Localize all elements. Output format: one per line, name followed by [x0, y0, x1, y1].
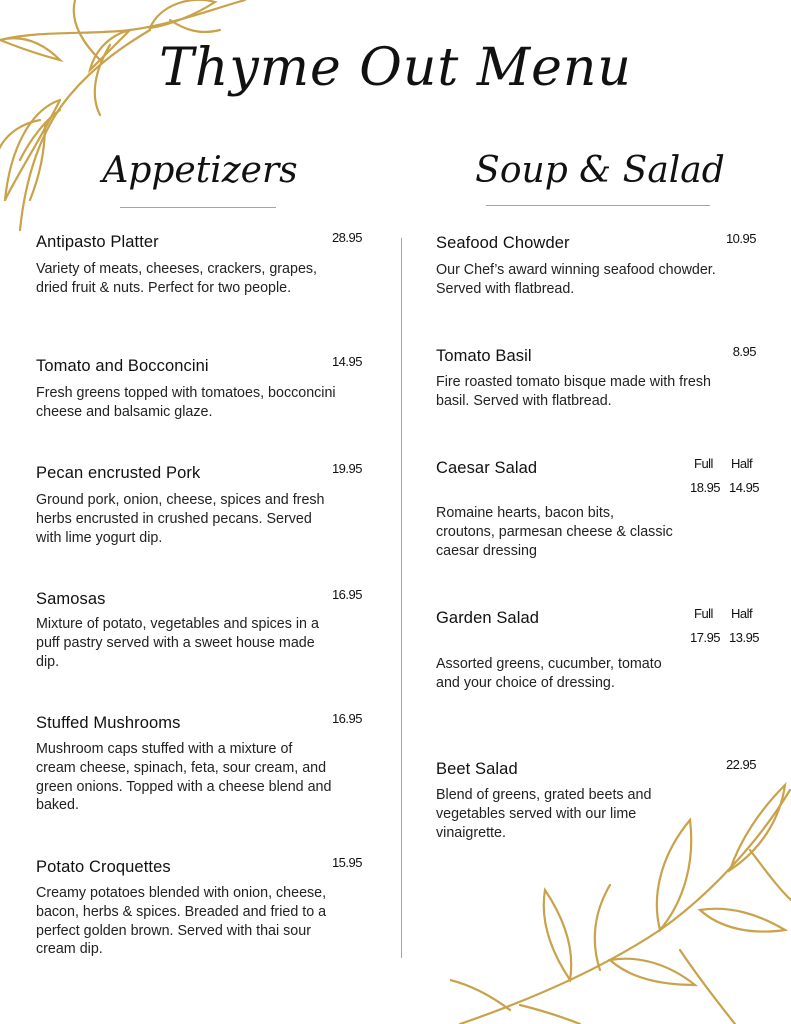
appetizers-heading: Appetizers	[102, 150, 298, 191]
item-description: Fresh greens topped with tomatoes, bocconcini cheese and balsamic glaze.	[36, 385, 336, 420]
item-description: Blend of greens, grated beets and vegetables served with our lime vinaigrette.	[436, 787, 652, 841]
soup-salad-heading-rule	[486, 205, 710, 206]
full-price: 17.95	[690, 630, 721, 645]
item-description: Our Chef’s award winning seafood chowder. Served with flatbread.	[436, 262, 716, 297]
item-name: Caesar Salad	[436, 459, 538, 477]
item-price: 28.95	[331, 230, 362, 245]
item-name: Beet Salad	[436, 760, 518, 778]
item-description: Ground pork, onion, cheese, spices and fresh herbs encrusted in crushed pecans. Served with lime yogurt dip.	[36, 492, 325, 546]
leaf-decoration-top-left	[0, 0, 250, 235]
item-description: Romaine hearts, bacon bits, croutons, parmesan cheese & classic caesar dressing	[436, 505, 673, 559]
item-price: 22.95	[725, 757, 756, 772]
item-description: Assorted greens, cucumber, tomato and your choice of dressing.	[436, 656, 662, 691]
half-label: Half	[731, 456, 753, 471]
item-description: Mushroom caps stuffed with a mixture of cream cheese, spinach, feta, sour cream, and green onions. Topped with a cheese blend and baked.	[36, 741, 332, 814]
item-price: 16.95	[331, 711, 362, 726]
menu-title: Thyme Out Menu	[159, 38, 632, 98]
item-description: Fire roasted tomato bisque made with fresh basil. Served with flatbread.	[436, 374, 711, 409]
item-description: Mixture of potato, vegetables and spices in a puff pastry served with a sweet house made dip.	[36, 616, 319, 670]
price-grid	[686, 456, 760, 496]
item-name: Tomato and Bocconcini	[36, 357, 209, 375]
item-price: 8.95	[732, 344, 756, 359]
full-label: Full	[694, 456, 713, 471]
full-price: 18.95	[690, 480, 721, 495]
item-price: 10.95	[725, 231, 756, 246]
item-name: Pecan encrusted Pork	[36, 464, 201, 482]
full-label: Full	[694, 606, 713, 621]
half-price: 14.95	[729, 480, 760, 495]
soup-salad-heading: Soup & Salad	[475, 150, 725, 191]
item-name: Seafood Chowder	[436, 234, 570, 252]
item-name: Antipasto Platter	[36, 233, 159, 251]
item-price: 19.95	[331, 461, 362, 476]
item-name: Samosas	[36, 590, 106, 608]
item-description: Variety of meats, cheeses, crackers, grapes, dried fruit & nuts. Perfect for two people.	[36, 261, 318, 296]
price-grid	[686, 606, 760, 646]
half-price: 13.95	[729, 630, 760, 645]
item-price: 16.95	[331, 587, 362, 602]
item-description: Creamy potatoes blended with onion, cheese, bacon, herbs & spices. Breaded and fried to a perfect golden brown. Served with thai sour cream dip.	[36, 885, 327, 958]
item-name: Potato Croquettes	[36, 858, 171, 876]
item-name: Stuffed Mushrooms	[36, 714, 181, 732]
column-divider	[401, 238, 402, 958]
half-label: Half	[731, 606, 753, 621]
item-price: 14.95	[331, 354, 362, 369]
item-name: Garden Salad	[436, 609, 540, 627]
item-name: Tomato Basil	[436, 347, 532, 365]
appetizers-heading-rule	[120, 207, 276, 208]
item-price: 15.95	[331, 855, 362, 870]
